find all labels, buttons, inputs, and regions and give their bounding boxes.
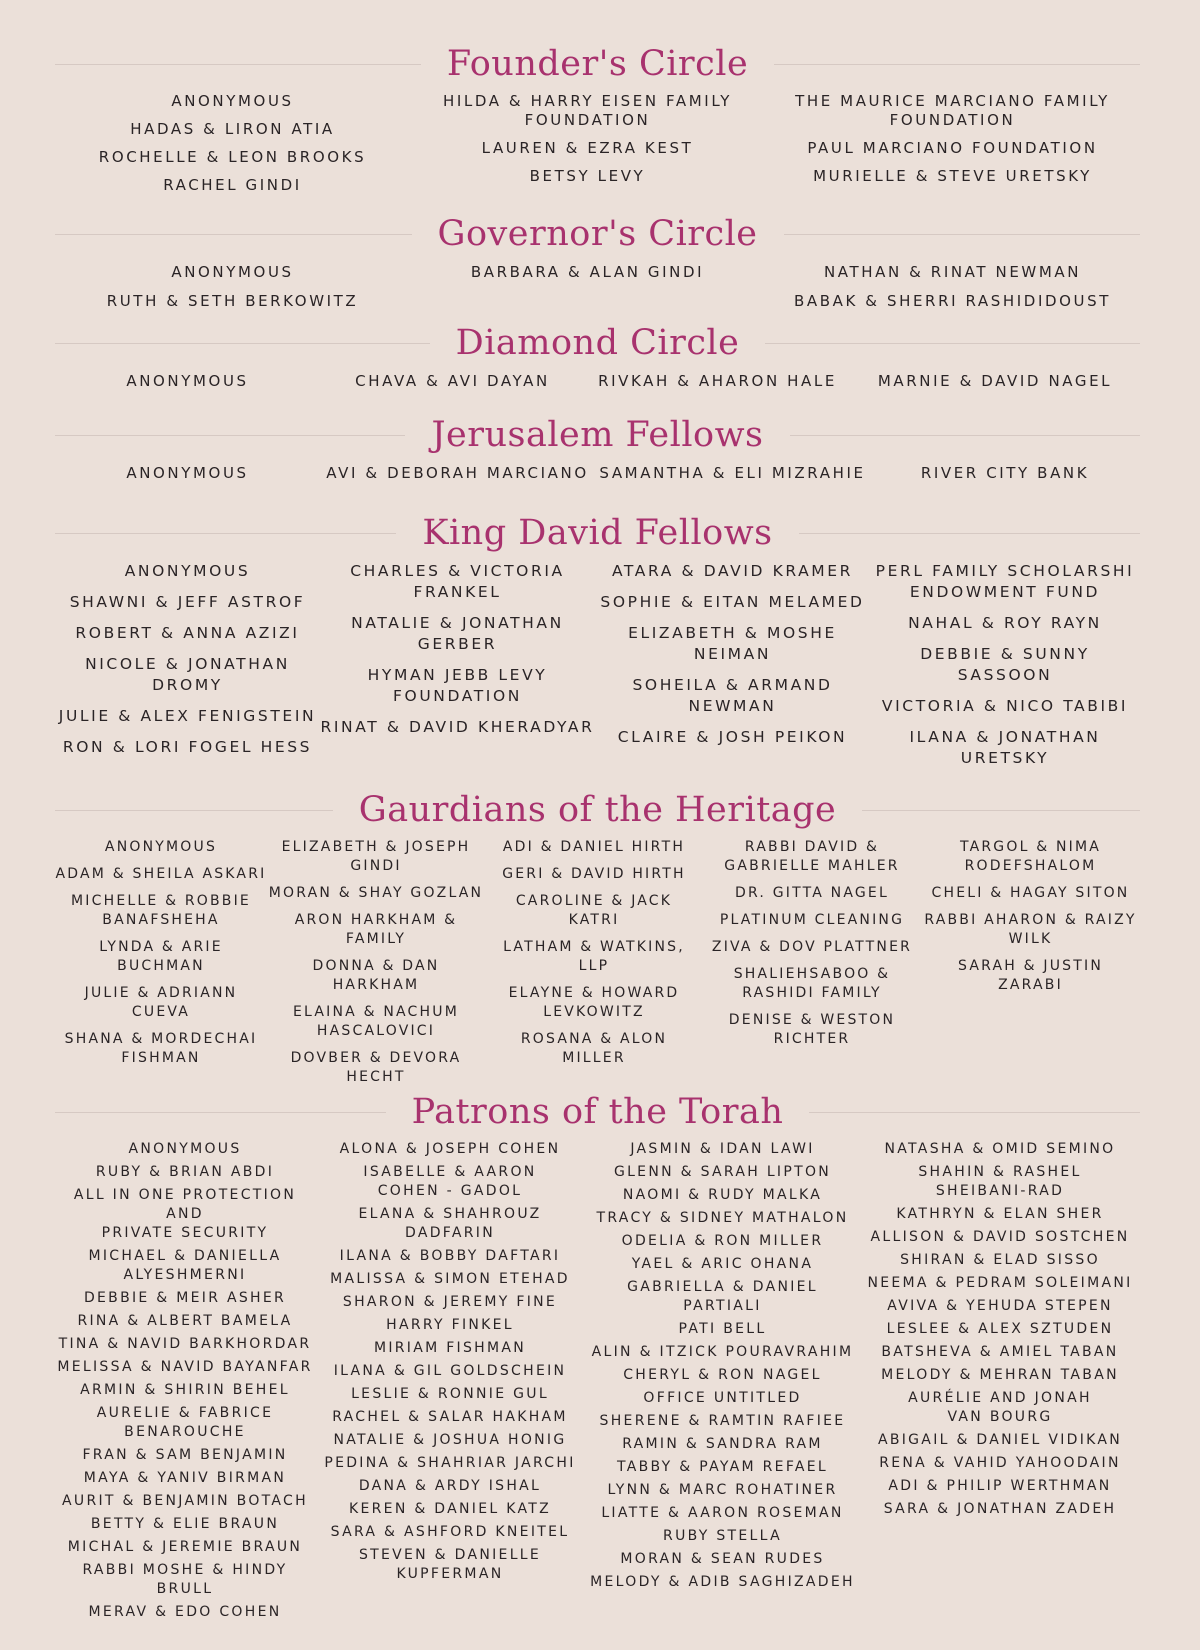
donor-name: ANONYMOUS bbox=[126, 372, 249, 390]
donor-name: NATASHA & OMID SEMINO bbox=[884, 1141, 1116, 1157]
donor-name: SHANA & MORDECHAI FISHMAN bbox=[64, 1031, 258, 1066]
donor-name: MALISSA & SIMON ETEHAD bbox=[330, 1271, 570, 1287]
donor-name: SHERENE & RAMTIN RAFIEE bbox=[599, 1413, 846, 1429]
donor-name: CHARLES & VICTORIA FRANKEL bbox=[350, 562, 565, 601]
donor-name: DOVBER & DEVORA HECHT bbox=[290, 1050, 462, 1085]
donor-name: ALLISON & DAVID SOSTCHEN bbox=[870, 1229, 1130, 1245]
divider-rule bbox=[55, 64, 421, 65]
donor-column bbox=[320, 463, 595, 483]
donor-name: ELAINA & NACHUM HASCALOVICI bbox=[293, 1004, 459, 1039]
section-founders-circle bbox=[55, 42, 1140, 204]
donor-name: LESLIE & RONNIE GUL bbox=[351, 1386, 549, 1402]
section-governors-circle bbox=[55, 212, 1140, 320]
donor-name: ELIZABETH & JOSEPH GINDI bbox=[281, 839, 471, 874]
donor-name: ROBERT & ANNA AZIZI bbox=[75, 624, 300, 642]
donor-column bbox=[595, 463, 870, 483]
donor-column bbox=[703, 838, 921, 1095]
donor-column bbox=[320, 371, 585, 391]
donor-name: ELAYNE & HOWARD LEVKOWITZ bbox=[508, 985, 680, 1020]
donor-columns bbox=[55, 371, 1140, 391]
donor-name: ANONYMOUS bbox=[128, 1141, 242, 1157]
donor-column bbox=[410, 262, 765, 320]
donor-name: MERAV & EDO COHEN bbox=[88, 1604, 282, 1620]
donor-column bbox=[55, 371, 320, 391]
donor-name: ATARA & DAVID KRAMER bbox=[611, 562, 854, 580]
section-title: Diamond Circle bbox=[455, 323, 740, 363]
donor-column bbox=[320, 561, 595, 779]
donor-name: NICOLE & JONATHAN DROMY bbox=[85, 655, 290, 694]
divider-rule bbox=[809, 1112, 1140, 1113]
donor-name: NEEMA & PEDRAM SOLEIMANI bbox=[867, 1275, 1133, 1291]
donor-name: LATHAM & WATKINS, LLP bbox=[503, 939, 685, 974]
divider-rule bbox=[765, 343, 1140, 344]
donor-name: RUBY & BRIAN ABDI bbox=[95, 1164, 275, 1180]
donor-name: ABIGAIL & DANIEL VIDIKAN bbox=[877, 1432, 1123, 1448]
divider-rule bbox=[55, 234, 412, 235]
donor-name: RACHEL GINDI bbox=[163, 176, 302, 194]
donor-name: SHAWNI & JEFF ASTROF bbox=[69, 593, 306, 611]
divider-rule bbox=[774, 64, 1140, 65]
donor-column bbox=[485, 838, 703, 1095]
donor-column bbox=[55, 262, 410, 320]
section-diamond-circle bbox=[55, 321, 1140, 391]
section-header bbox=[55, 42, 1140, 86]
donor-name: ANONYMOUS bbox=[171, 263, 294, 281]
donor-name: MARNIE & DAVID NAGEL bbox=[877, 372, 1113, 390]
donor-column bbox=[55, 92, 410, 204]
donor-name: MICHAL & JEREMIE BRAUN bbox=[67, 1539, 303, 1555]
donor-name: HARRY FINKEL bbox=[386, 1317, 514, 1333]
donor-name: MICHAEL & DANIELLA ALYESHMERNI bbox=[88, 1248, 282, 1283]
donor-name: ANONYMOUS bbox=[124, 562, 251, 580]
donor-columns bbox=[55, 262, 1140, 320]
donor-columns bbox=[55, 838, 1140, 1095]
donor-name: CHERYL & RON NAGEL bbox=[623, 1367, 822, 1383]
donor-name: JULIE & ADRIANN CUEVA bbox=[84, 985, 238, 1020]
donor-name: RENA & VAHID YAHOODAIN bbox=[879, 1455, 1121, 1471]
donor-name: RABBI MOSHE & HINDY BRULL bbox=[82, 1562, 288, 1597]
donor-name: PERL FAMILY SCHOLARSHI ENDOWMENT FUND bbox=[875, 562, 1135, 601]
donor-name: MURIELLE & STEVE URETSKY bbox=[813, 167, 1092, 185]
donor-name: HYMAN JEBB LEVY FOUNDATION bbox=[367, 666, 548, 705]
section-title: Founder's Circle bbox=[446, 44, 749, 84]
donor-name: LAUREN & EZRA KEST bbox=[481, 139, 694, 157]
donor-name: LYNDA & ARIE BUCHMAN bbox=[99, 939, 223, 974]
section-jerusalem-fellows bbox=[55, 413, 1140, 483]
donor-name: LYNN & MARC ROHATINER bbox=[607, 1482, 838, 1498]
donor-name: HADAS & LIRON ATIA bbox=[130, 120, 335, 138]
divider-rule bbox=[55, 343, 430, 344]
donor-columns bbox=[55, 463, 1140, 483]
donor-name: MIRIAM FISHMAN bbox=[373, 1340, 527, 1356]
donor-name: VICTORIA & NICO TABIBI bbox=[881, 697, 1129, 715]
donor-name: PATI BELL bbox=[678, 1321, 767, 1337]
donor-name: ANONYMOUS bbox=[171, 92, 294, 110]
donor-name: BABAK & SHERRI RASHIDIDOUST bbox=[794, 292, 1111, 310]
donor-name: CAROLINE & JACK KATRI bbox=[515, 893, 673, 928]
donor-name: TABBY & PAYAM REFAEL bbox=[616, 1459, 829, 1475]
donor-columns bbox=[55, 1140, 1140, 1626]
donor-name: NATALIE & JOSHUA HONIG bbox=[333, 1432, 567, 1448]
donor-name: THE MAURICE MARCIANO FAMILY FOUNDATION bbox=[795, 92, 1110, 129]
donor-name: NAOMI & RUDY MALKA bbox=[622, 1187, 823, 1203]
donor-name: SARA & JONATHAN ZADEH bbox=[883, 1501, 1117, 1517]
donor-name: RABBI DAVID & GABRIELLE MAHLER bbox=[724, 839, 900, 874]
donor-name: AURELIE & FABRICE BENAROUCHE bbox=[96, 1405, 274, 1440]
donor-name: KEREN & DANIEL KATZ bbox=[349, 1501, 551, 1517]
donor-column bbox=[55, 561, 320, 779]
donor-name: AVIVA & YEHUDA STEPEN bbox=[887, 1298, 1113, 1314]
donor-name: ADAM & SHEILA ASKARI bbox=[55, 866, 267, 882]
donor-column bbox=[870, 561, 1140, 779]
donor-name: ELIZABETH & MOSHE NEIMAN bbox=[628, 624, 837, 663]
donor-name: JULIE & ALEX FENIGSTEIN bbox=[58, 707, 317, 725]
donor-name: SARA & ASHFORD KNEITEL bbox=[330, 1524, 570, 1540]
donor-name: RON & LORI FOGEL HESS bbox=[62, 738, 313, 756]
donor-column bbox=[765, 262, 1140, 320]
donor-name: ILANA & JONATHAN URETSKY bbox=[909, 728, 1101, 767]
section-king-david-fellows bbox=[55, 511, 1140, 779]
donor-name: SHIRAN & ELAD SISSO bbox=[900, 1252, 1100, 1268]
donor-column bbox=[860, 1140, 1140, 1626]
divider-rule bbox=[55, 435, 405, 436]
donor-name: TARGOL & NIMA RODEFSHALOM bbox=[959, 839, 1102, 874]
donor-name: GLENN & SARAH LIPTON bbox=[613, 1164, 832, 1180]
donor-name: DEBBIE & SUNNY SASSOON bbox=[920, 645, 1090, 684]
donor-column bbox=[267, 838, 485, 1095]
divider-rule bbox=[790, 435, 1140, 436]
donor-column bbox=[870, 463, 1140, 483]
donor-name: ALIN & ITZICK POURAVRAHIM bbox=[591, 1344, 854, 1360]
donor-columns bbox=[55, 92, 1140, 204]
donor-name: ILANA & GIL GOLDSCHEIN bbox=[333, 1363, 567, 1379]
donor-name: RIVER CITY BANK bbox=[920, 464, 1090, 482]
donor-name: NATALIE & JONATHAN GERBER bbox=[351, 614, 564, 653]
donor-column bbox=[55, 463, 320, 483]
donor-name: ANONYMOUS bbox=[104, 839, 218, 855]
donor-name: TRACY & SIDNEY MATHALON bbox=[596, 1210, 849, 1226]
donor-name: DANA & ARDY ISHAL bbox=[358, 1478, 542, 1494]
divider-rule bbox=[55, 1112, 386, 1113]
donor-name: ROCHELLE & LEON BROOKS bbox=[98, 148, 367, 166]
section-title: Jerusalem Fellows bbox=[431, 415, 764, 455]
donor-name: GERI & DAVID HIRTH bbox=[502, 866, 686, 882]
section-header bbox=[55, 212, 1140, 256]
donor-name: DEBBIE & MEIR ASHER bbox=[83, 1290, 287, 1306]
section-title: Governor's Circle bbox=[437, 214, 758, 254]
donor-name: ELANA & SHAHROUZ DADFARIN bbox=[358, 1206, 542, 1241]
donor-name: KATHRYN & ELAN SHER bbox=[896, 1206, 1104, 1222]
divider-rule bbox=[55, 810, 333, 811]
divider-rule bbox=[799, 533, 1140, 534]
donor-column bbox=[585, 371, 850, 391]
donor-name: OFFICE UNTITLED bbox=[643, 1390, 802, 1406]
section-title: King David Fellows bbox=[422, 513, 773, 553]
donor-name: MORAN & SEAN RUDES bbox=[620, 1551, 825, 1567]
divider-rule bbox=[784, 234, 1141, 235]
donor-name: ALL IN ONE PROTECTION AND PRIVATE SECURITY bbox=[73, 1187, 297, 1241]
donor-name: RABBI AHARON & RAIZY WILK bbox=[924, 912, 1137, 947]
donor-name: RACHEL & SALAR HAKHAM bbox=[332, 1409, 568, 1425]
donor-name: MORAN & SHAY GOZLAN bbox=[268, 885, 484, 901]
donor-name: MAYA & YANIV BIRMAN bbox=[83, 1470, 287, 1486]
donor-name: ARON HARKHAM & FAMILY bbox=[294, 912, 458, 947]
donor-name: ADI & DANIEL HIRTH bbox=[502, 839, 686, 855]
donor-name: SARAH & JUSTIN ZARABI bbox=[957, 958, 1104, 993]
donor-name: NATHAN & RINAT NEWMAN bbox=[823, 263, 1082, 281]
donor-name: MELODY & ADIB SAGHIZADEH bbox=[590, 1574, 855, 1590]
donor-name: ANONYMOUS bbox=[126, 464, 249, 482]
section-guardians-of-the-heritage bbox=[55, 788, 1140, 1095]
section-title: Gaurdians of the Heritage bbox=[358, 790, 837, 830]
donor-name: ILANA & BOBBY DAFTARI bbox=[339, 1248, 561, 1264]
section-header bbox=[55, 511, 1140, 555]
donor-columns bbox=[55, 561, 1140, 779]
donor-column bbox=[315, 1140, 585, 1626]
donor-name: RIVKAH & AHARON HALE bbox=[598, 372, 837, 390]
donor-name: RAMIN & SANDRA RAM bbox=[622, 1436, 823, 1452]
donor-name: AVI & DEBORAH MARCIANO bbox=[326, 464, 589, 482]
section-header bbox=[55, 321, 1140, 365]
donor-name: ALONA & JOSEPH COHEN bbox=[339, 1141, 561, 1157]
donor-name: ISABELLE & AARON COHEN - GADOL bbox=[363, 1164, 537, 1199]
donor-name: TINA & NAVID BARKHORDAR bbox=[58, 1336, 312, 1352]
donor-name: RINAT & DAVID KHERADYAR bbox=[320, 718, 595, 736]
donor-column bbox=[55, 1140, 315, 1626]
section-patrons-of-the-torah bbox=[55, 1090, 1140, 1626]
donor-name: BARBARA & ALAN GINDI bbox=[470, 263, 705, 281]
donor-name: CHAVA & AVI DAYAN bbox=[355, 372, 550, 390]
section-header bbox=[55, 788, 1140, 832]
donor-column bbox=[765, 92, 1140, 204]
donor-name: SHARON & JEREMY FINE bbox=[342, 1294, 558, 1310]
donor-name: ARMIN & SHIRIN BEHEL bbox=[80, 1382, 290, 1398]
donor-name: DR. GITTA NAGEL bbox=[735, 885, 889, 901]
section-title: Patrons of the Torah bbox=[411, 1092, 784, 1132]
divider-rule bbox=[55, 533, 396, 534]
donor-name: SOPHIE & EITAN MELAMED bbox=[600, 593, 865, 611]
donor-column bbox=[410, 92, 765, 204]
donor-name: HILDA & HARRY EISEN FAMILY FOUNDATION bbox=[442, 92, 733, 129]
donor-name: AURÉLIE AND JONAH VAN BOURG bbox=[908, 1390, 1092, 1425]
donor-name: BETSY LEVY bbox=[529, 167, 646, 185]
donor-name: BATSHEVA & AMIEL TABAN bbox=[881, 1344, 1119, 1360]
donor-name: PAUL MARCIANO FOUNDATION bbox=[807, 139, 1098, 157]
section-header bbox=[55, 413, 1140, 457]
donor-name: JASMIN & IDAN LAWI bbox=[630, 1141, 815, 1157]
donor-name: FRAN & SAM BENJAMIN bbox=[82, 1447, 288, 1463]
donor-name: RUBY STELLA bbox=[663, 1528, 782, 1544]
donor-name: CLAIRE & JOSH PEIKON bbox=[617, 728, 848, 746]
donor-column bbox=[55, 838, 267, 1095]
section-header bbox=[55, 1090, 1140, 1134]
donor-column bbox=[595, 561, 870, 779]
donor-name: ROSANA & ALON MILLER bbox=[520, 1031, 668, 1066]
donor-name: MICHELLE & ROBBIE BANAFSHEHA bbox=[71, 893, 251, 928]
donor-name: RUTH & SETH BERKOWITZ bbox=[106, 292, 359, 310]
donor-column bbox=[850, 371, 1140, 391]
donor-name: CHELI & HAGAY SITON bbox=[931, 885, 1130, 901]
donor-name: YAEL & ARIC OHANA bbox=[631, 1256, 814, 1272]
donor-name: ODELIA & RON MILLER bbox=[621, 1233, 824, 1249]
donor-name: MELISSA & NAVID BAYANFAR bbox=[57, 1359, 313, 1375]
donor-name: RINA & ALBERT BAMELA bbox=[77, 1313, 293, 1329]
donor-name: BETTY & ELIE BRAUN bbox=[90, 1516, 280, 1532]
donor-name: AURIT & BENJAMIN BOTACH bbox=[62, 1493, 308, 1509]
divider-rule bbox=[862, 810, 1140, 811]
donor-name: ADI & PHILIP WERTHMAN bbox=[888, 1478, 1112, 1494]
donor-name: PEDINA & SHAHRIAR JARCHI bbox=[324, 1455, 576, 1471]
donor-name: PLATINUM CLEANING bbox=[719, 912, 905, 928]
donor-name: ZIVA & DOV PLATTNER bbox=[711, 939, 913, 955]
donor-name: SOHEILA & ARMAND NEWMAN bbox=[632, 676, 833, 715]
donor-column bbox=[585, 1140, 860, 1626]
donor-name: STEVEN & DANIELLE KUPFERMAN bbox=[358, 1547, 542, 1582]
donor-name: GABRIELLA & DANIEL PARTIALI bbox=[627, 1279, 818, 1314]
donor-name: SAMANTHA & ELI MIZRAHIE bbox=[599, 464, 866, 482]
donor-name: DENISE & WESTON RICHTER bbox=[728, 1012, 896, 1047]
donor-name: MELODY & MEHRAN TABAN bbox=[881, 1367, 1119, 1383]
donor-name: LESLEE & ALEX SZTUDEN bbox=[886, 1321, 1114, 1337]
donor-column bbox=[921, 838, 1140, 1095]
donor-name: DONNA & DAN HARKHAM bbox=[312, 958, 440, 993]
donor-name: SHALIEHSABOO & RASHIDI FAMILY bbox=[733, 966, 891, 1001]
donor-name: NAHAL & ROY RAYN bbox=[908, 614, 1102, 632]
donor-name: LIATTE & AARON ROSEMAN bbox=[601, 1505, 844, 1521]
donor-name: SHAHIN & RASHEL SHEIBANI-RAD bbox=[918, 1164, 1082, 1199]
